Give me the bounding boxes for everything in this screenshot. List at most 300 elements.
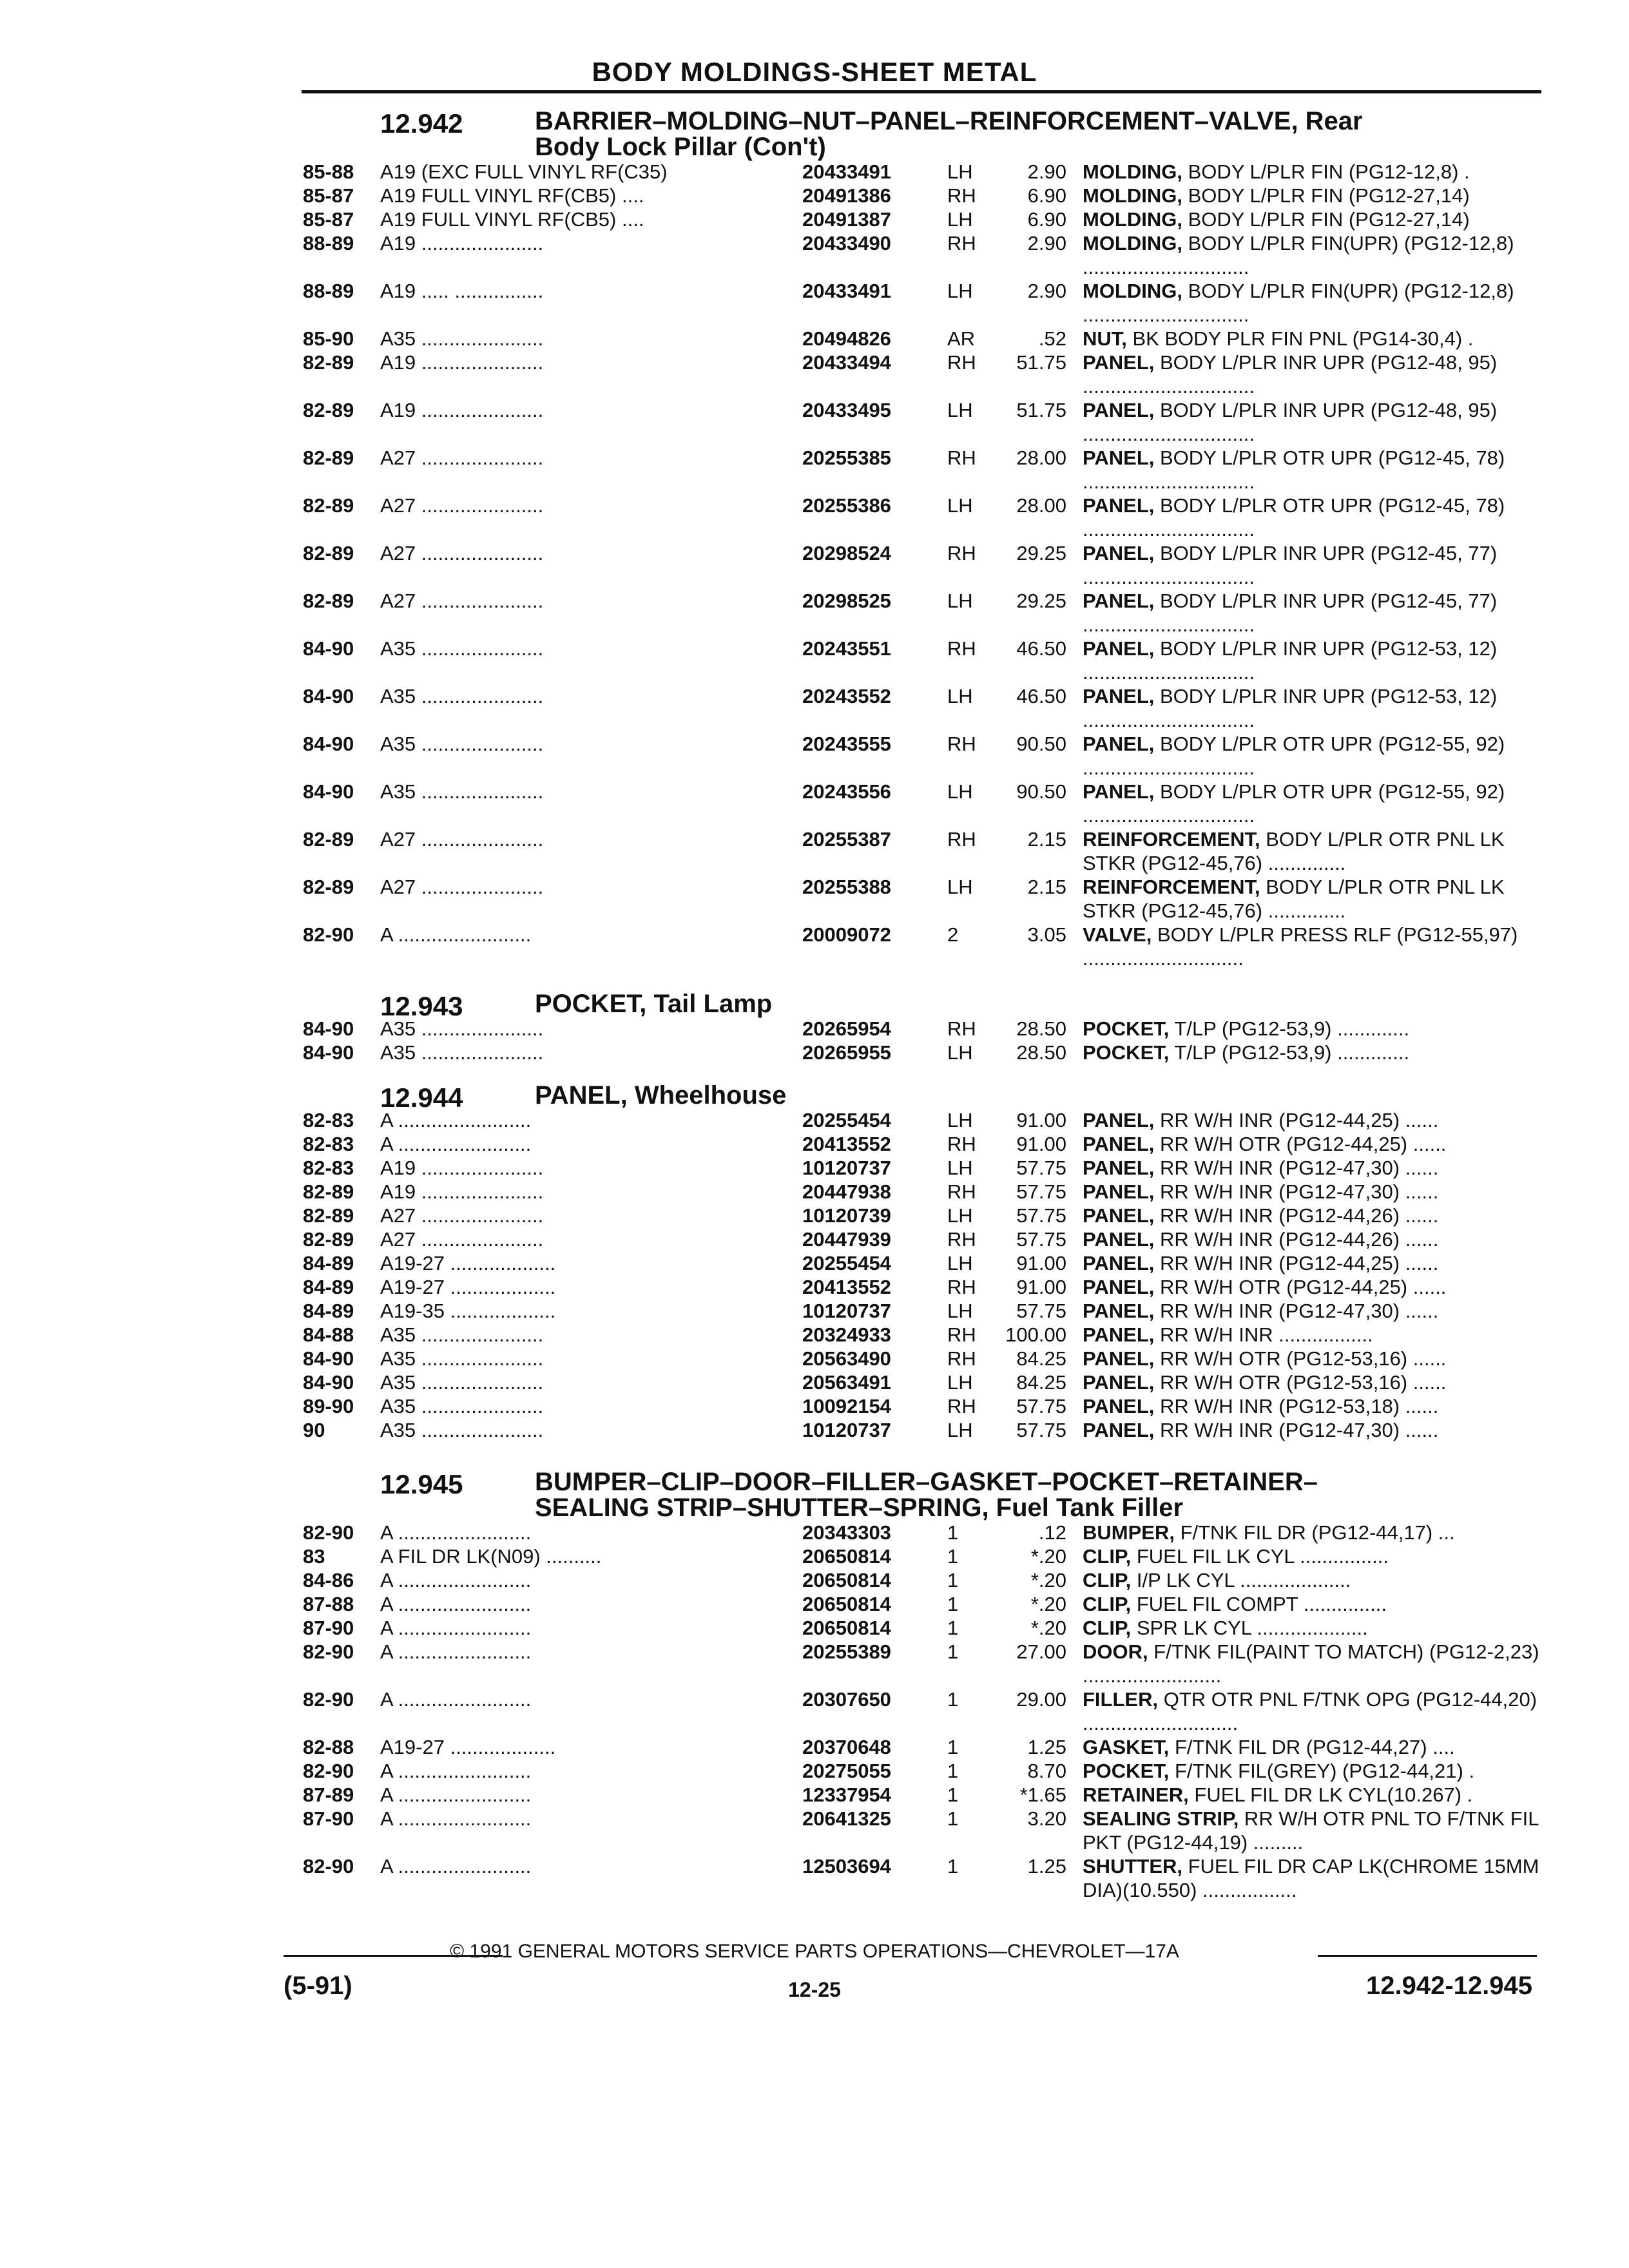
price: 51.75 [1016,351,1066,374]
quantity: RH [947,232,976,255]
model-years: 82-90 [303,923,354,946]
model-code: A35 ...................... [380,1395,544,1418]
part-row [303,446,1543,494]
model-years: 82-90 [303,1640,354,1663]
part-row [303,1735,1543,1759]
quantity: 1 [947,1736,959,1758]
part-description [1083,1592,1543,1616]
part-name: MOLDING, [1083,208,1182,231]
part-name: PANEL, [1083,1276,1155,1298]
model-years: 87-90 [303,1807,354,1830]
part-description [1083,1418,1543,1442]
part-name: VALVE, [1083,923,1152,946]
model-code: A19-27 ................... [380,1276,556,1298]
price: 90.50 [1016,780,1066,803]
model-years: 84-90 [303,1017,354,1040]
part-description [1083,1323,1543,1347]
part-name: PANEL, [1083,1419,1155,1441]
part-name: FILLER, [1083,1688,1159,1711]
part-detail: BODY L/PLR PRESS RLF (PG12-55,97) ............................. [1083,923,1518,970]
model-years: 82-89 [303,1180,354,1203]
price: 29.25 [1016,542,1066,564]
model-code: A19-27 ................... [380,1736,556,1758]
price: 57.75 [1016,1228,1066,1251]
model-code: A19-35 ................... [380,1300,556,1322]
model-code: A ........................ [380,1855,532,1878]
model-years: 82-90 [303,1688,354,1711]
price: 28.50 [1016,1041,1066,1064]
quantity: RH [947,1276,976,1298]
section-12-943 [303,991,1543,1064]
part-number: 20255454 [802,1109,891,1131]
part-detail: F/TNK FIL DR (PG12-44,27) .... [1169,1736,1455,1758]
quantity: LH [947,1252,973,1274]
part-name: POCKET, [1083,1760,1170,1782]
model-code: A35 ...................... [380,1371,544,1394]
quantity: LH [947,208,973,231]
price: *.20 [1030,1545,1066,1568]
part-detail: RR W/H INR (PG12-44,26) ...... [1154,1204,1439,1227]
model-years: 83 [303,1545,325,1568]
part-description [1083,1017,1543,1041]
part-number: 10120737 [802,1419,891,1441]
part-number: 20243552 [802,685,891,707]
part-description [1083,1521,1543,1544]
part-detail: BODY L/PLR OTR PNL LK STKR (PG12-45,76) .............. [1083,876,1505,922]
part-number: 12503694 [802,1855,891,1878]
model-code: A19 ...................... [380,1180,544,1203]
part-number: 20275055 [802,1760,891,1782]
model-years: 82-90 [303,1760,354,1782]
price: 57.75 [1016,1180,1066,1203]
part-detail: BODY L/PLR INR UPR (PG12-45, 77) ............................... [1083,542,1498,588]
part-detail: RR W/H INR (PG12-44,25) ...... [1154,1252,1439,1274]
price: 100.00 [1005,1323,1066,1346]
price: 91.00 [1016,1276,1066,1298]
model-years: 84-90 [303,780,354,803]
section-title: POCKET, Tail Lamp [535,990,773,1018]
part-description [1083,1687,1543,1735]
section-header [303,990,1543,1021]
part-detail: RR W/H INR (PG12-47,30) ...... [1154,1419,1439,1441]
price: 2.15 [1027,876,1066,898]
price: 57.75 [1016,1300,1066,1322]
part-row [303,1783,1543,1807]
part-name: PANEL, [1083,447,1155,469]
price: 84.25 [1016,1347,1066,1370]
price: 90.50 [1016,733,1066,755]
part-detail: FUEL FIL DR LK CYL(10.267) . [1188,1783,1473,1806]
model-code: A35 ...................... [380,1323,544,1346]
part-description [1083,1568,1543,1592]
part-detail: BODY L/PLR INR UPR (PG12-45, 77) ............................... [1083,590,1498,636]
part-name: POCKET, [1083,1041,1170,1064]
part-name: PANEL, [1083,1204,1155,1227]
quantity: 1 [947,1617,959,1639]
model-years: 82-90 [303,1855,354,1878]
part-row [303,1017,1543,1041]
quantity: RH [947,1347,976,1370]
price: *.20 [1030,1593,1066,1615]
part-number: 20413552 [802,1133,891,1155]
quantity: LH [947,280,973,302]
part-number: 20563490 [802,1347,891,1370]
price: 28.00 [1016,494,1066,517]
section-title: SEALING STRIP–SHUTTER–SPRING, Fuel Tank Filler [535,1494,1184,1522]
model-years: 82-89 [303,876,354,898]
part-detail: BODY L/PLR OTR PNL LK STKR (PG12-45,76) .............. [1083,828,1505,874]
part-description [1083,732,1543,780]
quantity: 1 [947,1688,959,1711]
quantity: RH [947,184,976,207]
part-row [303,875,1543,923]
part-row [303,732,1543,780]
part-detail: QTR OTR PNL F/TNK OPG (PG12-44,20) ............................ [1083,1688,1537,1735]
model-years: 87-88 [303,1593,354,1615]
section-12-945 [303,1469,1543,1902]
model-years: 82-89 [303,1228,354,1251]
quantity: RH [947,1017,976,1040]
quantity: RH [947,1323,976,1346]
model-code: A35 ...................... [380,1347,544,1370]
part-name: PANEL, [1083,733,1155,755]
model-years: 82-88 [303,1736,354,1758]
model-code: A27 ...................... [380,494,544,517]
part-number: 20255387 [802,828,891,850]
part-number: 20255389 [802,1640,891,1663]
part-detail: SPR LK CYL .................... [1131,1617,1368,1639]
model-years: 82-89 [303,542,354,564]
part-row [303,160,1543,184]
model-years: 85-88 [303,160,354,183]
part-number: 20641325 [802,1807,891,1830]
quantity: LH [947,494,973,517]
quantity: RH [947,828,976,850]
part-detail: F/TNK FIL(PAINT TO MATCH) (PG12-2,23) ......................... [1083,1640,1539,1687]
model-code: A35 ...................... [380,637,544,660]
part-name: REINFORCEMENT, [1083,828,1260,850]
part-name: PANEL, [1083,1109,1155,1131]
section-title: BARRIER–MOLDING–NUT–PANEL–REINFORCEMENT–VALVE, Rear [535,107,1363,135]
part-number: 10120739 [802,1204,891,1227]
model-code: A ........................ [380,923,532,946]
part-number: 20243556 [802,780,891,803]
model-years: 85-87 [303,208,354,231]
section-number: 12.945 [380,1469,463,1499]
part-row [303,637,1543,684]
part-number: 20009072 [802,923,891,946]
quantity: 1 [947,1855,959,1878]
model-code: A ........................ [380,1593,532,1615]
part-name: PANEL, [1083,590,1155,612]
part-number: 20650814 [802,1617,891,1639]
part-detail: FUEL FIL COMPT ............... [1131,1593,1387,1615]
model-code: A35 ...................... [380,685,544,707]
model-code: A27 ...................... [380,1204,544,1227]
part-name: POCKET, [1083,1017,1170,1040]
price: 6.90 [1027,184,1066,207]
price: 2.15 [1027,828,1066,850]
part-row [303,1370,1543,1394]
header-rule [302,90,1541,93]
model-years: 88-89 [303,232,354,255]
part-description [1083,875,1543,923]
part-row [303,1299,1543,1323]
price: 3.05 [1027,923,1066,946]
part-description [1083,1807,1543,1854]
part-description [1083,446,1543,494]
section-number: 12.944 [380,1082,463,1113]
part-row [303,327,1543,351]
quantity: 1 [947,1569,959,1591]
quantity: LH [947,1041,973,1064]
part-number: 20494826 [802,327,891,350]
part-name: PANEL, [1083,1133,1155,1155]
part-number: 20433495 [802,399,891,421]
quantity: LH [947,1157,973,1179]
part-detail: I/P LK CYL .................... [1131,1569,1351,1591]
part-name: MOLDING, [1083,232,1182,255]
part-description [1083,398,1543,446]
part-description [1083,1132,1543,1156]
part-name: NUT, [1083,327,1127,350]
section-header [303,1469,1543,1521]
quantity: 1 [947,1807,959,1830]
price: 84.25 [1016,1371,1066,1394]
model-years: 82-89 [303,399,354,421]
part-name: PANEL, [1083,1157,1155,1179]
part-description [1083,1394,1543,1418]
quantity: LH [947,399,973,421]
quantity: RH [947,447,976,469]
part-detail: BODY L/PLR OTR UPR (PG12-45, 78) ............................... [1083,447,1505,493]
part-row [303,1807,1543,1854]
part-name: CLIP, [1083,1545,1132,1568]
footer-section-range: 12.942-12.945 [1365,1972,1532,2000]
model-years: 84-90 [303,733,354,755]
part-description [1083,207,1543,231]
price: *1.65 [1019,1783,1066,1806]
part-description [1083,231,1543,279]
part-name: CLIP, [1083,1617,1132,1639]
quantity: RH [947,1228,976,1251]
part-name: MOLDING, [1083,280,1182,302]
quantity: LH [947,1109,973,1131]
part-description [1083,780,1543,827]
price: 1.25 [1027,1736,1066,1758]
part-number: 20255454 [802,1252,891,1274]
part-row [303,923,1543,970]
model-code: A19 FULL VINYL RF(CB5) .... [380,184,644,207]
part-detail: RR W/H INR (PG12-44,25) ...... [1154,1109,1439,1131]
part-detail: BODY L/PLR INR UPR (PG12-48, 95) ............................... [1083,351,1498,398]
model-years: 82-89 [303,447,354,469]
part-name: PANEL, [1083,1323,1155,1346]
model-code: A35 ...................... [380,1041,544,1064]
price: 51.75 [1016,399,1066,421]
part-number: 10120737 [802,1300,891,1322]
model-years: 84-90 [303,1041,354,1064]
part-detail: BODY L/PLR FIN (PG12-27,14) [1182,184,1470,207]
quantity: LH [947,685,973,707]
part-number: 20413552 [802,1276,891,1298]
model-code: A27 ...................... [380,590,544,612]
part-name: PANEL, [1083,542,1155,564]
footer-date: (5-91) [284,1972,352,2000]
quantity: 1 [947,1545,959,1568]
part-row [303,780,1543,827]
model-years: 84-89 [303,1276,354,1298]
part-detail: F/TNK FIL DR (PG12-44,17) ... [1174,1521,1455,1544]
part-row [303,1323,1543,1347]
model-years: 87-90 [303,1617,354,1639]
part-detail: F/TNK FIL(GREY) (PG12-44,21) . [1169,1760,1475,1782]
part-number: 20343303 [802,1521,891,1544]
section-title: Body Lock Pillar (Con't) [535,133,826,161]
model-code: A ........................ [380,1133,532,1155]
model-code: A19 (EXC FULL VINYL RF(C35) [380,160,668,183]
quantity: LH [947,1371,973,1394]
price: .12 [1038,1521,1066,1544]
model-years: 82-83 [303,1109,354,1131]
price: 27.00 [1016,1640,1066,1663]
part-name: DOOR, [1083,1640,1148,1663]
price: 57.75 [1016,1204,1066,1227]
part-number: 10092154 [802,1395,891,1418]
part-detail: RR W/H INR (PG12-47,30) ...... [1154,1300,1439,1322]
part-description [1083,684,1543,732]
part-row [303,684,1543,732]
model-code: A ........................ [380,1109,532,1131]
price: 29.00 [1016,1688,1066,1711]
part-description [1083,1275,1543,1299]
quantity: RH [947,733,976,755]
part-row [303,494,1543,541]
model-code: A ........................ [380,1617,532,1639]
part-name: MOLDING, [1083,160,1182,183]
part-number: 20255385 [802,447,891,469]
model-years: 88-89 [303,280,354,302]
part-description [1083,1204,1543,1227]
part-description [1083,637,1543,684]
part-row [303,1854,1543,1902]
footer-page-number: 12-25 [788,1978,841,2001]
part-description [1083,589,1543,637]
part-description [1083,1299,1543,1323]
price: 28.00 [1016,447,1066,469]
part-description [1083,160,1543,184]
price: 57.75 [1016,1157,1066,1179]
part-row [303,398,1543,446]
part-number: 20433491 [802,160,891,183]
part-description [1083,827,1543,875]
quantity: RH [947,542,976,564]
part-row [303,1251,1543,1275]
quantity: LH [947,1204,973,1227]
section-title: BUMPER–CLIP–DOOR–FILLER–GASKET–POCKET–RETAINER– [535,1468,1318,1496]
part-description [1083,541,1543,589]
part-name: BUMPER, [1083,1521,1175,1544]
model-code: A27 ...................... [380,828,544,850]
price: 91.00 [1016,1252,1066,1274]
quantity: RH [947,1180,976,1203]
price: 46.50 [1016,685,1066,707]
model-years: 87-89 [303,1783,354,1806]
model-code: A ........................ [380,1569,532,1591]
part-detail: RR W/H INR (PG12-44,26) ...... [1154,1228,1439,1251]
model-years: 82-89 [303,828,354,850]
section-header [303,1081,1543,1113]
part-name: PANEL, [1083,1180,1155,1203]
part-number: 20433494 [802,351,891,374]
part-name: PANEL, [1083,637,1155,660]
model-code: A27 ...................... [380,876,544,898]
part-description [1083,1041,1543,1064]
parts-list [303,160,1543,970]
model-code: A19 ...................... [380,399,544,421]
model-code: A FIL DR LK(N09) .......... [380,1545,602,1568]
part-number: 20307650 [802,1688,891,1711]
part-name: GASKET, [1083,1736,1170,1758]
part-name: PANEL, [1083,1228,1155,1251]
price: 91.00 [1016,1109,1066,1131]
part-description [1083,1156,1543,1180]
part-number: 12337954 [802,1783,891,1806]
model-code: A19 FULL VINYL RF(CB5) .... [380,208,644,231]
part-number: 20650814 [802,1569,891,1591]
model-years: 84-89 [303,1300,354,1322]
section-12-944 [303,1082,1543,1442]
part-row [303,351,1543,398]
part-name: SEALING STRIP, [1083,1807,1239,1830]
part-row [303,1180,1543,1204]
model-years: 84-88 [303,1323,354,1346]
section-number: 12.943 [380,991,463,1021]
model-years: 84-90 [303,685,354,707]
quantity: 1 [947,1640,959,1663]
model-code: A35 ...................... [380,327,544,350]
model-years: 84-86 [303,1569,354,1591]
part-detail: BODY L/PLR FIN(UPR) (PG12-12,8) .............................. [1083,280,1514,326]
part-detail: RR W/H OTR (PG12-44,25) ...... [1154,1276,1447,1298]
quantity: LH [947,1419,973,1441]
model-code: A ........................ [380,1807,532,1830]
section-title: PANEL, Wheelhouse [535,1081,787,1110]
part-detail: FUEL FIL DR CAP LK(CHROME 15MM DIA)(10.550) ................. [1083,1855,1539,1901]
model-code: A35 ...................... [380,780,544,803]
part-detail: BODY L/PLR OTR UPR (PG12-55, 92) ............................... [1083,733,1505,779]
part-detail: RR W/H OTR (PG12-44,25) ...... [1154,1133,1447,1155]
part-number: 20265955 [802,1041,891,1064]
parts-list [303,1521,1543,1902]
quantity: RH [947,351,976,374]
quantity: RH [947,1395,976,1418]
price: *.20 [1030,1569,1066,1591]
part-name: PANEL, [1083,1300,1155,1322]
part-row [303,827,1543,875]
parts-list [303,1108,1543,1442]
model-years: 85-90 [303,327,354,350]
part-number: 20265954 [802,1017,891,1040]
part-detail: RR W/H INR ................. [1154,1323,1373,1346]
part-description [1083,279,1543,327]
part-number: 20243551 [802,637,891,660]
part-number: 20433490 [802,232,891,255]
part-row [303,207,1543,231]
part-name: PANEL, [1083,1252,1155,1274]
part-row [303,1347,1543,1370]
part-description [1083,1108,1543,1132]
